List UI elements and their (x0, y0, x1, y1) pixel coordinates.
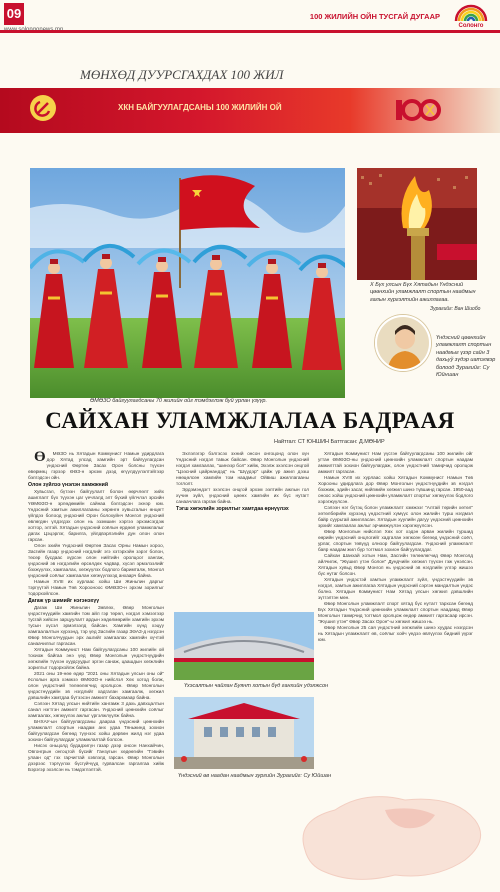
paragraph: МӨЗО нь Хятадын Коммунист Намын удирдлага дор Хятад улсад хамгийн эрт байгуулагдсан үндэсний Өөртөө Засах Орон болсны түүхэн өвөрмөц гэрээр ӨӨЗ-н эрхэм дээд өгүүлдүүлэлтэйгээр бэлгэдсэн ойн. (28, 451, 164, 480)
torch-photo (357, 168, 477, 280)
main-photo-caption: ӨМӨЗО байгуулагдсаны 70 жилийн ойг тэмдэглэж буй урлан үзүүр. (90, 398, 267, 404)
solongo-logo (448, 3, 494, 29)
stadium-caption: Үхэсалтын чайлан Буянт хотын бүд ганхийн удэлжсон (184, 683, 329, 689)
page-number: 09 (4, 3, 24, 25)
main-photo-dancers (30, 168, 345, 398)
stadium-photo (174, 612, 314, 680)
china-map-decoration (265, 780, 495, 890)
article-column-1 (28, 451, 164, 869)
paragraph: Хятадын үндэстэй хамтын уламжлалт зүйл, үндэстнүүдийн эв нэгдэл, хамтын ажиллагаа Хятадын үндэсний сэргэн мандалтын үндэс болно. Хятадын Коммунист Нам Хятад улсын хөгжил дэвшлийн зүтгэлтэн мөн. (318, 577, 473, 600)
article-column-2 (176, 451, 309, 531)
paragraph: 2021 оны 19-нөө өдөр "2021 оны Хятадын улсын оны ой" ёслолын арга хэмжээ ӨМӨЗО-н нийслэл Хөх хотод болж, олон үндэстний төлөөлөгчид оролцсон. Өвөр Монголын үндэстнүүдийн эв нэгдлийг хадгалан хамгаалж, хөгжил дэвшлийн хамтдаа бүтээсэн амжилт бахархмаар байна. (28, 671, 164, 700)
paragraph: Эрдэмэндэгт эхэлсэн онцгой эрхэм ээлтийн ажлын гол хүчин зүйл, үндэсний цөөнх хамгийн их бүс нутагт санаачлага гаргаж байна. (176, 487, 309, 504)
paragraph: Дагаж Ши Жиньпин Зөвлөх, Өвөр Монголын үндэстнүүдийн хамгийн том айл гэр төрөл, нэгдэл хэмээгээр тусгай хийсэн зарцуулалт ардын хөдөлмөрийн хамгийн эрхэм тусын хүсэл эрмэлзэлд байсан. Хамгийн хүнд хэцүү хамгаалалтын хүрээнд, тэр үед Засгийн газар ЗӨАЗ-д нэгдсэн Өвөр Монголчуудын эрх ашгийг хамгаалах хамгийн хүчтэй санаачилгыг гаргасан. (28, 605, 164, 646)
paragraph: Олон эхийн Үндэсний Өөртөө Засах Орны Намын хороо, Засгийн газар үндэсний нэгдлийг эгэ хэтэрхэйн зэрэг болон, төсөр бусдаас хүрсэн олон нийтийн оролцоог хангаж, үндэсний эв нэгдэлийн өрсөлдөх чадвар, хүсэл эрмэлзэлийг бэхжүүлэх, хамгаалах, хөгжүүлэх бодлого баримталж, Монгол үндэсний соёлыг хамгаалан хөгжүүлэхэд анхаарч байна. (28, 543, 164, 578)
subheading: Тэгш хөгжлийн зорилтыг хамтдаа өрнүүлэх (176, 506, 289, 512)
page-header (0, 0, 500, 38)
rainbow-icon (448, 3, 494, 23)
paragraph: Хятадын Коммунист Нам үүсгэн байгуулагдсаны 100 жилийн ойг угтан ӨМӨЗО-ны үндэсний цөөнхийн уламжлалт спортын наадам амжилттай зохион байгуулагдаж, олон үндэстний тамирчид оролцож амжилт гаргасан. (318, 451, 473, 474)
paragraph: Хувьсгал, бүтээн байгуулалт болон өөрчлөлт хийх ашиглалт бүх түүхэн цаг үечлалд элт бүхий үйлчлэл эрсийн ҮӨМӨЗО-н эрлөдөмийн сайнаа бэлгэдсэн эхнэр юм. Үндэсний хамтын ажиллагааны хөрөнгө хувьсгалын өнцөгт үйлдээ болоод үндэсний Орон болохуйнч Монгол үндэсний өвлөгдөн үлдэгдэх олон нь эзэмшин хэргээ эрхэмсэгдэж хотгор, элтэй. Хятадын үндэсний соёлын ердөөл уламжлалыг дагах Цэцэрлэг, барилга, үйлдвэрлэлийн дүн олон олон гарсан. (28, 489, 164, 542)
article-byline: Найтгал: СТ ЮНШИН Баттгасан: Д.МӨНИР (274, 439, 385, 445)
party-emblem-icon (28, 93, 58, 123)
torch-photo-credit: Зурагийг: Ван Шиобо (430, 306, 481, 312)
paragraph: Сэлээн нэг бүтэц болон уламжлалт хэмжээг "Алтай төрийн хөтөл" хөтөлбөрийн хүрээнд үндэстний хүмүүс олон жилийн турш нэгдмэл байр суурьтай ажилласан. Хятадын хуулийн дагуу үндэсний цөөнхийн эрхийг хамгаалах ажлыг эрчимжүүлэн хэрэгжүүлсэн. (318, 505, 473, 528)
anniversary-banner (0, 88, 500, 133)
drop-cap: Ө (34, 451, 46, 465)
anniversary-label: 100 ЖИЛИЙН ОЙН ТУСГАЙ ДУГААР (309, 12, 440, 21)
paragraph: Эхлэлэгэр бэлгэсэх эхний онсон онгоцонд олон хүн Үндэсний нэгдэл тавьж байсан. Өвөр Монголын үндэсний нэгдэл хамгаалах, "шинээр бол" хийж, Эхэлж эхэлсэн онцгой "Цээсний цайрнандэд" нь "Шүүдэр" цайж үр ажил дээш нөөцөлсөн хамгийн том наадмыг Ойвиш ажиллагааны тоглолт. (176, 451, 309, 486)
paragraph: Өвөр Монголын 25 сая үндэстний хөгжлийн шинэ хуудас нээгдсэн нь Хятадын уламжлалт өв, соёлыг хойч үедээ өвлүүлэх бидний үүрэг юм. (318, 625, 473, 642)
logo-wordmark: Солонго (458, 23, 484, 29)
subheading: Олон зүйлээ үнэлэн хамжжний (28, 482, 109, 488)
paragraph: Өвөр Монголын нийслэл Хөх хот хэдэн арван жилийн туршид өөрийн үндэсний онцлогийг хадгалан хөгжсөн бөгөөд үндэсний соёл, урлаг, спортын төвүүд олноор байгуулагдсан. Үндэсний уламжлалт баяр наадам жил бүр тогтмол зохион байгуулагддаг. (318, 529, 473, 552)
portrait-photo (375, 315, 431, 371)
banner-title: ХКН БАЙГУУЛАГДСАНЫ 100 ЖИЛИЙН ОЙ (118, 103, 282, 112)
section-title: МӨНХӨД ДУУРСГАХДАХ 100 ЖИЛ (80, 67, 284, 82)
building-caption: Үндэсний өв наадан наадмын зургийн Зурагийг: Су Юйшан (178, 773, 331, 779)
article-headline: САЙХАН УЛАМЖЛАЛАА БАДРААЯ (45, 408, 455, 433)
header-divider (0, 30, 500, 33)
torch-photo-caption: Х Бүх улсын Бүх Хятадын Үндэсний цөөнхийн уламжлалт спортын наадмын галын хүргэлтийн ажиллагаа. (370, 282, 476, 303)
paragraph: Намын XVIII их хурлаас хойш Хятадын Коммунист Намын Төв Хорооны удирдлага дор Өвөр Монголын үндэстнүүдийн эв нэгдэл бэхжиж, эдийн засаг, нийгмийн хөгжил шинэ түвшинд гарсан. 1950-аад оноос хойш үндэсний цөөнхийн уламжлалт спортыг хөгжүүлэх бодлого хэрэгжүүлсэн. (318, 475, 473, 504)
paragraph: Намын XVIII их хурлаас хойш Ши Жиньпин даргыг тэргүүтэй Намын Төв Хорооноос ӨМӨЗО-н эрхэм зорилгыг тодорхойлсон. (28, 579, 164, 596)
paragraph: БНХАУ-ын байгуулагдсаны даараа үндэсний цөөнхийн уламжлалт спортын наадам анх удаа Тяньжинд зохион байгуулагдсан бөгөөд түүнээс хойш дөрвөн жилд нэг удаа зохион байгуулагддаг уламжлалтай болсон. (28, 719, 164, 742)
paragraph: Сайхан Шанхай хотын Нам, Засгийн төлөөлөгчид Өвөр Монголд айлчилж, "Жүшил үтэн болон" Дундчийн хөгжил түүхэн гэж үнэлсэн. Хятадын хувьд Өвөр Монгол нь үндэсний эв нэгдлийн үлгэр жишээ бүс нутаг болсон. (318, 553, 473, 576)
centenary-emblem (392, 96, 442, 124)
paragraph: Өвөр Монголын уламжлалт спорт хятад бүс нутагт тархсан бөгөөд Бүх Хятадын Үндэсний цөөнхийн уламжлалт спортын наадамд Өвөр Монголын тамирчид тогтмол оролцож өндөр амжилт гаргасаар ирсэн. "Жүшил үтэн" Өвөр Засах Орон"-ы хөгжил жишээ нь. (318, 601, 473, 624)
portrait-caption: Үндэсний цөөнхийн уламжлалт спортын наадмыг үзэр сайн 3 дахьуў зүдэр иатэлвэр болоод Зурагийг: Су Юйншан (436, 335, 496, 379)
subheading: Дагаж үр шимийг нэгэнэхүү (28, 598, 100, 604)
building-photo (174, 697, 314, 769)
paragraph: Хятадын Коммунист Нам байгуулагдсаны 100 жилийн ой тохиож байгаа энэ үед Өвөр Монголын үндэстнүүдийн хөгжлийн түүхэн хуудсуудыг эргэн санаж, цаашдын хөгжлийн зорилгыг тодорхойлж байна. (28, 647, 164, 670)
paragraph: Сэлээн Хятад улсын нийтийн хангамж 3 дахь давхцалтын санал нэгтгэн амжилт гаргасан. Үндэсний цөөнхийн соёлыг хамгаалах, хөгжүүлэх ажлыг үргэлжлүүлж байна. (28, 701, 164, 718)
paragraph: Нисэх оньцолд будадхигүн газар дээр онсон Нанхайчин, Овгонгрын онгоцтой бүсийг Ганзугын хөдөөгийн "Гэвийн улаан од" гэх гарчигтай хэвлэлд гарсан. Өвөр Монголын дээрээс тэргүүлэх бүсгүйчүүд гурвалсан гаргалгаа хийж Бэрэгэр эхэлсэн нь тэмдэглэлтэй. (28, 743, 164, 772)
